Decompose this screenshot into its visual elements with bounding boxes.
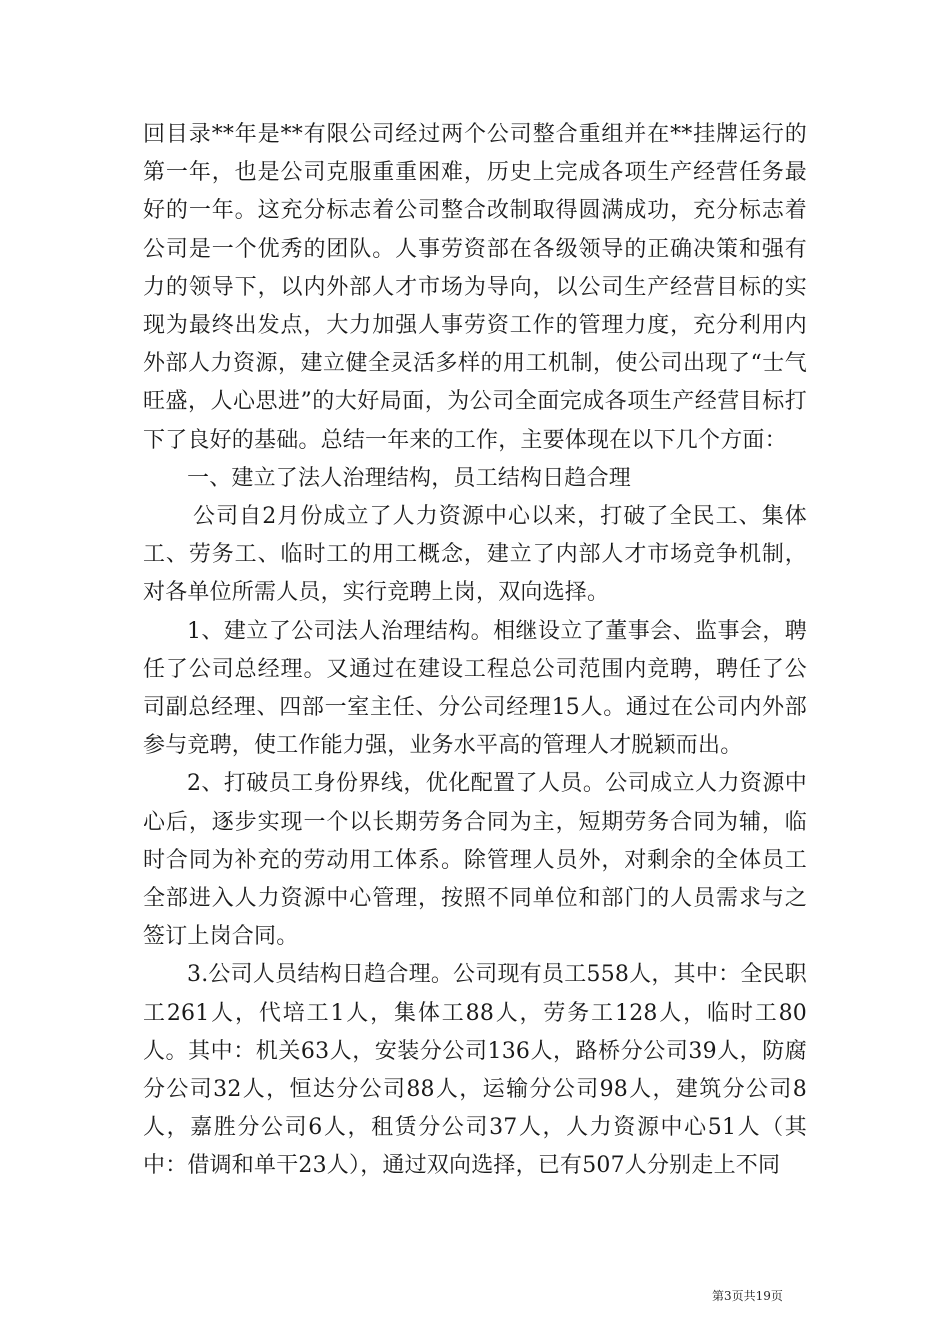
- paragraph-item-2: 2、打破员工身份界线，优化配置了人员。公司成立人力资源中心后，逐步实现一个以长期劳务合同为主，短期劳务合同为辅，临时合同为补充的劳动用工体系。除管理人员外，对剩余的全体员工全部进入人力资源中心管理，按照不同单位和部门的人员需求与之签订上岗合同。: [143, 771, 807, 950]
- section-heading: 一、建立了法人治理结构，员工结构日趋合理: [187, 465, 632, 491]
- paragraph-intro: 回目录**年是**有限公司经过两个公司整合重组并在**挂牌运行的第一年，也是公司克服重重困难，历史上完成各项生产经营任务最好的一年。这充分标志着公司整合改制取得圆满成功，充分标志着公司是一个优秀的团队。人事劳资部在各级领导的正确决策和强有力的领导下，以内外部人才市场为导向，以公司生产经营目标的实现为最终出发点，大力加强人事劳资工作的管理力度，充分利用内外部人力资源，建立健全灵活多样的用工机制，使公司出现了“士气旺盛，人心思进”的大好局面，为公司全面完成各项生产经营目标打下了良好的基础。总结一年来的工作，主要体现在以下几个方面：: [143, 122, 807, 453]
- paragraph-hr-center: 公司自2月份成立了人力资源中心以来，打破了全民工、集体工、劳务工、临时工的用工概念，建立了内部人才市场竞争机制，对各单位所需人员，实行竞聘上岗，双向选择。: [143, 504, 807, 606]
- paragraph-item-1: 1、建立了公司法人治理结构。相继设立了董事会、监事会，聘任了公司总经理。又通过在建设工程总公司范围内竞聘，聘任了公司副总经理、四部一室主任、分公司经理15人。通过在公司内外部参与竞聘，使工作能力强，业务水平高的管理人才脱颖而出。: [143, 618, 807, 759]
- document-body: [143, 116, 807, 1186]
- page-number: 第3页共19页: [712, 1289, 783, 1303]
- paragraph-item-3: 3.公司人员结构日趋合理。公司现有员工558人，其中：全民职工261人，代培工1人，集体工88人，劳务工128人，临时工80人。其中：机关63人，安装分公司136人，路桥分公司39人，防腐分公司32人，恒达分公司88人，运输分公司98人，建筑分公司8人，嘉胜分公司6人，租赁分公司37人，人力资源中心51人（其中：借调和单干23人），通过双向选择，已有507人分别走上不同: [143, 962, 807, 1179]
